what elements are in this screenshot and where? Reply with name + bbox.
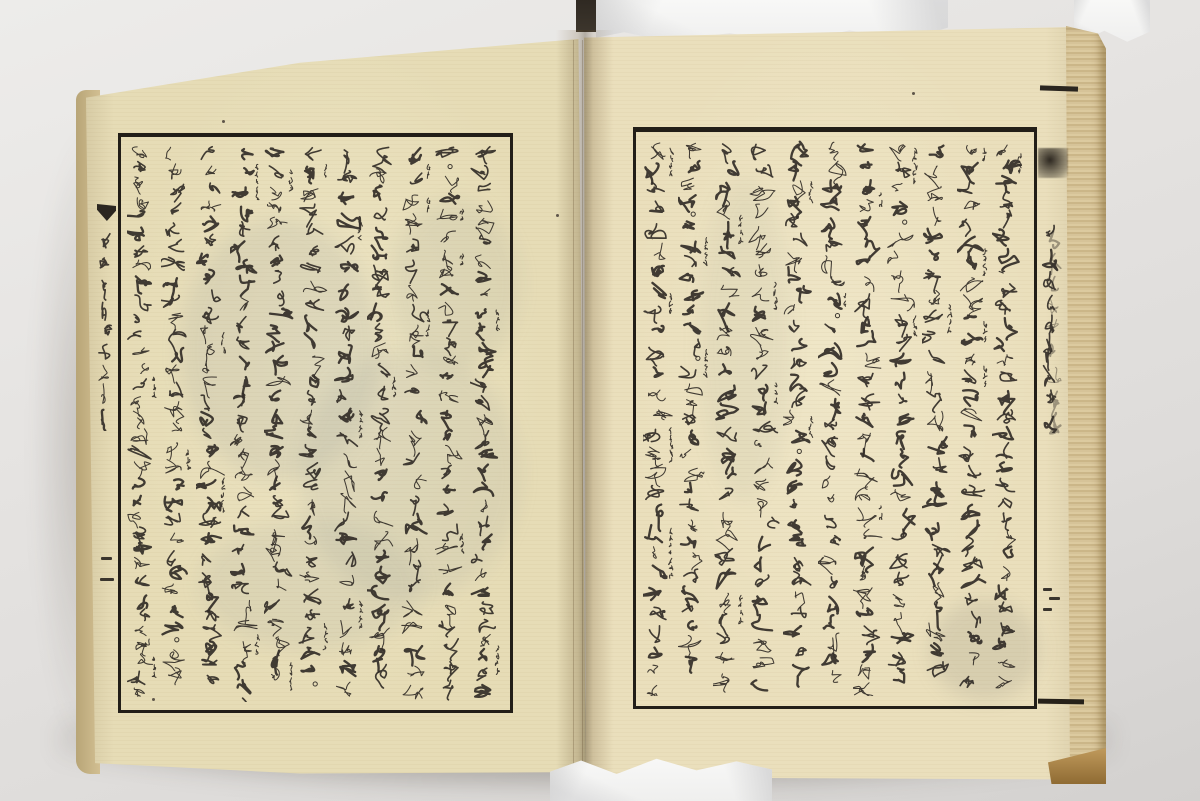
left-page-text-block xyxy=(126,142,503,702)
text-column xyxy=(643,137,677,696)
text-column xyxy=(127,142,160,702)
page-number-left-stroke xyxy=(100,578,114,581)
gutter-crease xyxy=(582,40,583,770)
text-column xyxy=(401,142,434,702)
gutter-crease xyxy=(573,40,574,770)
text-column xyxy=(992,137,1026,696)
text-column xyxy=(470,142,503,702)
foxing-speck xyxy=(556,214,559,217)
right-page-text-block xyxy=(642,137,1026,696)
gutter-shadow xyxy=(556,30,614,775)
text-column xyxy=(713,137,747,696)
frame-bleed-dash xyxy=(1038,699,1084,705)
text-column xyxy=(678,137,712,696)
foxing-speck xyxy=(152,698,155,701)
text-column xyxy=(298,142,331,702)
hashira-running-title-left xyxy=(98,226,116,431)
hashira-running-title-right xyxy=(1041,218,1061,433)
text-column xyxy=(367,142,400,702)
text-column xyxy=(161,142,194,702)
foxing-speck xyxy=(1009,664,1012,667)
text-column xyxy=(957,137,991,696)
text-column xyxy=(783,137,817,696)
text-column xyxy=(748,137,782,696)
text-column xyxy=(196,142,229,702)
text-column xyxy=(818,137,852,696)
page-number-right-stroke xyxy=(1043,608,1052,611)
fore-edge-page-stack xyxy=(1066,26,1106,782)
text-column xyxy=(435,142,468,702)
page-number-right-stroke xyxy=(1043,588,1052,591)
text-column xyxy=(853,137,887,696)
page-number-left-stroke xyxy=(101,557,112,560)
text-column xyxy=(922,137,956,696)
foxing-speck xyxy=(222,120,225,123)
page-number-right-stroke xyxy=(1049,597,1060,600)
text-column xyxy=(264,142,297,702)
foxing-speck xyxy=(912,92,915,95)
text-column xyxy=(333,142,366,702)
text-column xyxy=(230,142,263,702)
text-column xyxy=(887,137,921,696)
fishtail-mark-icon xyxy=(1038,148,1068,178)
glassine-tissue-bottom xyxy=(550,756,772,801)
